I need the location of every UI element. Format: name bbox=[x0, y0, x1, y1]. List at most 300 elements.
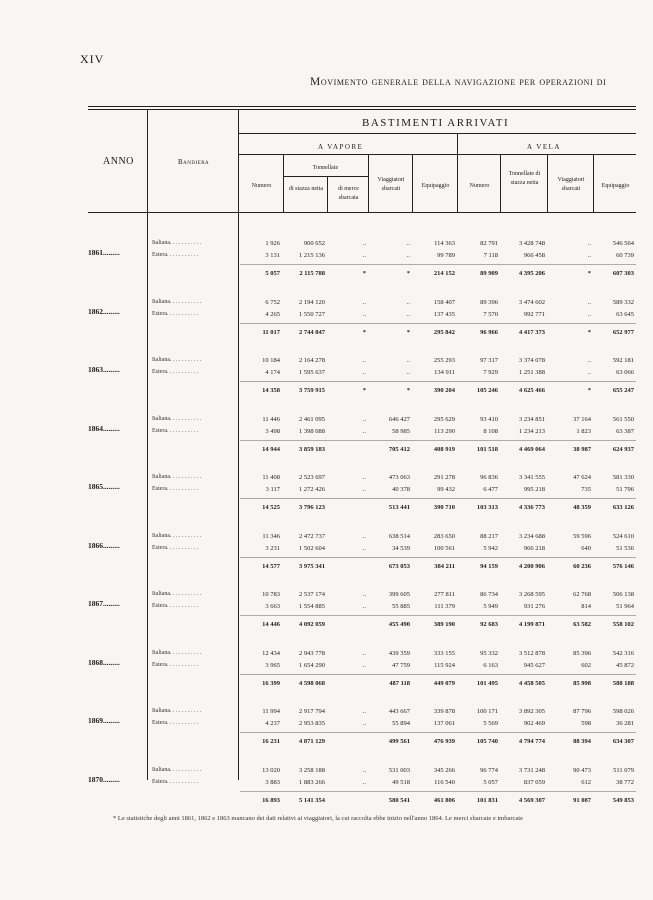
total-cell: 4 871 129 bbox=[299, 738, 325, 745]
header-bandiera: Bandiera bbox=[178, 158, 210, 166]
total-cell: 3 975 341 bbox=[299, 562, 325, 570]
table-cell: 3 512 878 bbox=[519, 649, 545, 657]
flag-label: Italiana. . . . . . . . . . . bbox=[152, 474, 202, 480]
flag-label: Italiana. . . . . . . . . . . bbox=[152, 532, 202, 539]
total-cell: 16 399 bbox=[262, 679, 280, 687]
table-cell: 3 268 595 bbox=[519, 591, 545, 598]
table-cell: 561 550 bbox=[612, 415, 634, 423]
steam-header: A VAPORE bbox=[318, 143, 364, 151]
total-cell: 3 759 915 bbox=[299, 387, 325, 394]
total-cell: 5 141 354 bbox=[299, 796, 325, 804]
table-cell: 93 410 bbox=[480, 415, 498, 423]
table-cell: 295 629 bbox=[433, 415, 455, 423]
table-cell: 3 731 248 bbox=[519, 766, 545, 774]
table-cell: 11 346 bbox=[262, 532, 280, 540]
total-cell: 389 190 bbox=[433, 621, 455, 628]
year-label: 1867......... bbox=[88, 599, 120, 608]
table-cell: 2 461 095 bbox=[299, 415, 325, 423]
total-cell: 580 541 bbox=[388, 796, 410, 804]
table-cell: 1 926 bbox=[265, 240, 280, 247]
table-cell: .. bbox=[362, 415, 366, 423]
flag-label: Italiana. . . . . . . . . . . bbox=[152, 357, 202, 363]
flag-label: Estera. . . . . . . . . . . bbox=[152, 544, 199, 551]
table-cell: 134 911 bbox=[434, 369, 455, 376]
total-cell: 16 231 bbox=[262, 738, 280, 745]
header-numero-vela: Numero bbox=[469, 183, 490, 189]
total-cell: 634 307 bbox=[612, 738, 634, 745]
table-cell: 339 878 bbox=[433, 708, 455, 715]
subtotal-rule bbox=[240, 440, 636, 441]
flag-label: Italiana. . . . . . . . . . . bbox=[152, 240, 202, 246]
total-cell: 101 831 bbox=[476, 796, 498, 804]
total-cell: 487 118 bbox=[389, 679, 410, 687]
table-cell: 1 654 290 bbox=[299, 661, 325, 669]
year-label: 1864......... bbox=[88, 423, 120, 433]
table-cell: .. bbox=[362, 649, 366, 657]
table-cell: 85 396 bbox=[573, 649, 591, 657]
header-equipaggio: Equipaggio bbox=[421, 183, 450, 189]
subtotal-rule bbox=[240, 323, 636, 324]
year-label: 1862......... bbox=[88, 306, 120, 316]
total-cell: 14 446 bbox=[262, 621, 280, 628]
table-cell: 2 472 737 bbox=[299, 532, 325, 540]
table-cell: 3 117 bbox=[265, 486, 280, 493]
table-cell: 2 164 278 bbox=[299, 357, 325, 364]
table-cell: 82 791 bbox=[480, 240, 498, 247]
total-cell: 499 561 bbox=[388, 738, 410, 745]
total-cell: 96 966 bbox=[480, 328, 498, 336]
total-cell: 652 977 bbox=[612, 328, 634, 336]
year-label: 1868......... bbox=[88, 657, 120, 667]
table-cell: .. bbox=[587, 298, 591, 306]
tonnellate-rule bbox=[283, 176, 368, 177]
table-cell: 598 026 bbox=[612, 708, 634, 715]
table-cell: 2 194 120 bbox=[299, 298, 325, 306]
table-cell: 966 218 bbox=[523, 544, 545, 552]
total-cell: 89 909 bbox=[480, 270, 498, 277]
total-cell: 101 495 bbox=[476, 679, 498, 687]
table-cell: 638 514 bbox=[388, 532, 410, 540]
table-cell: 283 650 bbox=[433, 532, 455, 540]
table-cell: 443 667 bbox=[388, 708, 410, 715]
total-cell: 295 842 bbox=[433, 328, 455, 336]
table-cell: .. bbox=[362, 474, 366, 481]
total-cell: 461 806 bbox=[433, 796, 455, 804]
year-label: 1863......... bbox=[88, 365, 120, 374]
table-cell: 13 020 bbox=[262, 766, 280, 774]
table-cell: 473 063 bbox=[388, 474, 410, 481]
table-cell: 59 596 bbox=[573, 532, 591, 540]
header-anno: ANNO bbox=[103, 156, 134, 167]
table-cell: .. bbox=[362, 544, 366, 552]
table-cell: .. bbox=[362, 369, 366, 376]
total-cell: 384 211 bbox=[434, 562, 455, 570]
table-cell: 51 796 bbox=[616, 486, 634, 493]
total-cell: 624 937 bbox=[612, 445, 634, 453]
table-cell: .. bbox=[362, 252, 366, 259]
table-cell: 902 469 bbox=[523, 720, 545, 727]
table-cell: 87 796 bbox=[573, 708, 591, 715]
table-cell: 2 953 835 bbox=[299, 720, 325, 727]
total-cell: 3 796 123 bbox=[299, 504, 325, 511]
table-cell: 3 428 748 bbox=[519, 240, 545, 247]
col-divider bbox=[457, 133, 458, 212]
table-cell: 5 569 bbox=[483, 720, 498, 727]
total-cell: 94 159 bbox=[480, 562, 498, 570]
flag-label: Estera. . . . . . . . . . . bbox=[152, 778, 199, 785]
table-cell: 113 290 bbox=[434, 427, 455, 435]
table-cell: .. bbox=[587, 240, 591, 247]
table-cell: 814 bbox=[581, 603, 591, 610]
total-cell: * bbox=[362, 328, 366, 336]
header-equipaggio-vela: Equipaggio bbox=[601, 183, 630, 189]
total-cell: 85 998 bbox=[573, 679, 591, 687]
total-cell: 455 490 bbox=[388, 621, 410, 628]
table-cell: 1 272 426 bbox=[299, 486, 325, 493]
table-cell: 945 627 bbox=[523, 661, 545, 669]
table-cell: 966 458 bbox=[523, 252, 545, 259]
total-cell: 588 188 bbox=[612, 679, 634, 687]
flag-label: Estera. . . . . . . . . . . bbox=[152, 603, 199, 609]
table-cell: .. bbox=[362, 298, 366, 306]
subtotal-rule bbox=[240, 732, 636, 733]
table-cell: .. bbox=[406, 252, 410, 259]
table-cell: 2 943 778 bbox=[299, 649, 325, 657]
year-label: 1865......... bbox=[88, 482, 120, 491]
subtotal-rule bbox=[240, 615, 636, 616]
total-cell: 390 710 bbox=[433, 504, 455, 511]
table-cell: 137 435 bbox=[433, 310, 455, 318]
total-cell: 63 582 bbox=[573, 621, 591, 628]
total-cell: 214 152 bbox=[433, 270, 455, 277]
total-cell: 705 412 bbox=[388, 445, 410, 453]
table-cell: 11 446 bbox=[262, 415, 280, 423]
flag-label: Italiana. . . . . . . . . . . bbox=[152, 766, 202, 773]
subtotal-rule bbox=[240, 557, 636, 558]
table-cell: 3 234 688 bbox=[519, 532, 545, 540]
table-cell: 542 316 bbox=[612, 649, 634, 657]
table-cell: 2 917 794 bbox=[299, 708, 325, 715]
total-cell: 449 079 bbox=[433, 679, 455, 687]
table-cell: 1 234 213 bbox=[519, 427, 545, 435]
section-title: BASTIMENTI ARRIVATI bbox=[362, 117, 510, 129]
table-cell: .. bbox=[362, 427, 366, 435]
table-cell: .. bbox=[362, 766, 366, 774]
table-cell: 837 059 bbox=[523, 778, 545, 786]
table-cell: 5 057 bbox=[483, 778, 498, 786]
sub-rule bbox=[238, 154, 636, 155]
table-cell: 12 434 bbox=[262, 649, 280, 657]
total-cell: 476 939 bbox=[433, 738, 455, 745]
table-cell: 3 965 bbox=[265, 661, 280, 669]
table-cell: 10 783 bbox=[262, 591, 280, 598]
table-cell: 1 883 266 bbox=[299, 778, 325, 786]
table-cell: 3 883 bbox=[265, 778, 280, 786]
total-cell: 4 395 206 bbox=[519, 270, 545, 277]
total-cell: 101 518 bbox=[476, 445, 498, 453]
col-divider bbox=[593, 154, 594, 212]
table-cell: 4 174 bbox=[265, 369, 280, 376]
table-cell: 11 994 bbox=[262, 708, 280, 715]
col-divider bbox=[238, 110, 239, 780]
year-label: 1861......... bbox=[88, 248, 120, 257]
top-rule-2 bbox=[88, 109, 636, 110]
table-cell: 10 184 bbox=[262, 357, 280, 364]
table-cell: 89 396 bbox=[480, 298, 498, 306]
flag-label: Italiana. . . . . . . . . . . bbox=[152, 298, 202, 305]
table-cell: .. bbox=[406, 310, 410, 318]
table-cell: 3 258 188 bbox=[299, 766, 325, 774]
table-cell: 399 605 bbox=[388, 591, 410, 598]
table-cell: 47 759 bbox=[392, 661, 410, 669]
col-divider bbox=[412, 154, 413, 212]
table-cell: .. bbox=[362, 720, 366, 727]
total-cell: 607 303 bbox=[612, 270, 634, 277]
table-cell: 735 bbox=[581, 486, 591, 493]
table-cell: .. bbox=[362, 240, 366, 247]
table-cell: 95 332 bbox=[480, 649, 498, 657]
table-cell: 612 bbox=[581, 778, 591, 786]
table-cell: 2 537 174 bbox=[299, 591, 325, 598]
table-cell: 1 554 885 bbox=[299, 603, 325, 610]
total-cell: * bbox=[406, 270, 410, 277]
total-cell: * bbox=[587, 328, 591, 336]
flag-label: Italiana. . . . . . . . . . . bbox=[152, 591, 202, 597]
total-cell: 88 394 bbox=[573, 738, 591, 745]
table-cell: 4 237 bbox=[265, 720, 280, 727]
table-cell: .. bbox=[406, 240, 410, 247]
total-cell: 390 204 bbox=[433, 387, 455, 394]
col-divider bbox=[147, 110, 148, 780]
table-cell: 51 964 bbox=[616, 603, 634, 610]
table-cell: 2 523 697 bbox=[299, 474, 325, 481]
table-cell: 7 929 bbox=[483, 369, 498, 376]
table-cell: 100 561 bbox=[433, 544, 455, 552]
table-cell: .. bbox=[362, 591, 366, 598]
col-divider bbox=[368, 154, 369, 212]
total-cell: 14 358 bbox=[262, 387, 280, 394]
flag-label: Estera. . . . . . . . . . . bbox=[152, 310, 199, 317]
subtotal-rule bbox=[240, 264, 636, 265]
table-cell: 111 379 bbox=[434, 603, 455, 610]
subtotal-rule bbox=[240, 791, 636, 792]
table-cell: 3 231 bbox=[265, 544, 280, 552]
table-cell: .. bbox=[362, 661, 366, 669]
total-cell: 408 919 bbox=[433, 445, 455, 453]
total-cell: 633 126 bbox=[612, 504, 634, 511]
total-cell: 105 246 bbox=[476, 387, 498, 394]
top-rule bbox=[88, 106, 636, 107]
table-cell: 3 374 078 bbox=[519, 357, 545, 364]
flag-label: Estera. . . . . . . . . . . bbox=[152, 720, 199, 726]
header-numero: Numero bbox=[251, 183, 272, 189]
table-cell: 137 061 bbox=[433, 720, 455, 727]
table-cell: 11 408 bbox=[262, 474, 280, 481]
total-cell: * bbox=[362, 387, 366, 394]
col-divider bbox=[283, 154, 284, 212]
table-cell: 1 398 088 bbox=[299, 427, 325, 435]
table-cell: 531 003 bbox=[388, 766, 410, 774]
table-cell: .. bbox=[587, 357, 591, 364]
table-cell: 3 341 555 bbox=[519, 474, 545, 481]
table-cell: 345 266 bbox=[433, 766, 455, 774]
total-cell: 4 794 774 bbox=[519, 738, 545, 745]
flag-label: Estera. . . . . . . . . . . bbox=[152, 486, 199, 492]
table-cell: 1 251 388 bbox=[519, 369, 545, 376]
total-cell: * bbox=[406, 328, 410, 336]
table-cell: 34 539 bbox=[392, 544, 410, 552]
total-cell: 60 236 bbox=[573, 562, 591, 570]
table-cell: 3 474 602 bbox=[519, 298, 545, 306]
header-viaggiatori: Viaggiatori sbarcati bbox=[377, 177, 405, 192]
total-cell: 4 569 307 bbox=[519, 796, 545, 804]
total-cell: 105 740 bbox=[476, 738, 498, 745]
table-cell: 58 985 bbox=[392, 427, 410, 435]
table-cell: 47 624 bbox=[573, 474, 591, 481]
table-cell: 1 502 604 bbox=[299, 544, 325, 552]
table-cell: 589 332 bbox=[612, 298, 634, 306]
table-cell: 116 540 bbox=[434, 778, 455, 786]
header-viaggiatori-vela: Viaggiatori sbarcati bbox=[557, 177, 585, 192]
table-cell: 3 131 bbox=[265, 252, 280, 259]
year-label: 1870......... bbox=[88, 774, 120, 784]
total-cell: 673 053 bbox=[388, 562, 410, 570]
col-divider bbox=[327, 176, 328, 212]
table-cell: 598 bbox=[581, 720, 591, 727]
total-cell: 4 598 068 bbox=[299, 679, 325, 687]
total-cell: 92 683 bbox=[480, 621, 498, 628]
table-cell: 524 610 bbox=[612, 532, 634, 540]
table-cell: .. bbox=[406, 369, 410, 376]
table-cell: 640 bbox=[581, 544, 591, 552]
total-cell: 655 247 bbox=[612, 387, 634, 394]
table-cell: 86 734 bbox=[480, 591, 498, 598]
table-cell: .. bbox=[587, 252, 591, 259]
table-cell: 995 218 bbox=[523, 486, 545, 493]
table-cell: 3 234 851 bbox=[519, 415, 545, 423]
table-cell: 602 bbox=[581, 661, 591, 669]
table-cell: 277 811 bbox=[434, 591, 455, 598]
header-stazza-vela: Tonnellate di stazza netta bbox=[508, 171, 541, 186]
total-cell: 4 199 871 bbox=[519, 621, 545, 628]
total-cell: 16 893 bbox=[262, 796, 280, 804]
total-cell: 4 625 466 bbox=[519, 387, 545, 394]
table-cell: 99 432 bbox=[437, 486, 455, 493]
table-cell: 37 164 bbox=[573, 415, 591, 423]
table-cell: 36 281 bbox=[616, 720, 634, 727]
table-cell: 96 774 bbox=[480, 766, 498, 774]
total-cell: 91 087 bbox=[573, 796, 591, 804]
table-cell: 60 739 bbox=[616, 252, 634, 259]
flag-label: Estera. . . . . . . . . . . bbox=[152, 252, 199, 258]
total-cell: 4 417 373 bbox=[519, 328, 545, 336]
table-cell: .. bbox=[362, 486, 366, 493]
table-cell: 45 872 bbox=[616, 661, 634, 669]
table-cell: 63 645 bbox=[616, 310, 634, 318]
table-cell: .. bbox=[587, 310, 591, 318]
table-cell: 646 427 bbox=[388, 415, 410, 423]
table-cell: 900 652 bbox=[303, 240, 325, 247]
flag-label: Estera. . . . . . . . . . . bbox=[152, 369, 199, 375]
table-cell: .. bbox=[362, 357, 366, 364]
total-cell: 38 987 bbox=[573, 445, 591, 453]
table-cell: .. bbox=[362, 603, 366, 610]
table-cell: 1 215 136 bbox=[299, 252, 325, 259]
total-cell: 14 577 bbox=[262, 562, 280, 570]
col-divider bbox=[547, 154, 548, 212]
flag-label: Estera. . . . . . . . . . . bbox=[152, 427, 199, 434]
table-cell: 158 407 bbox=[433, 298, 455, 306]
total-cell: 558 102 bbox=[612, 621, 634, 628]
table-cell: 511 079 bbox=[613, 766, 634, 774]
table-cell: 115 924 bbox=[434, 661, 455, 669]
table-cell: 5 942 bbox=[483, 544, 498, 552]
header-tonnellate: Tonnellate bbox=[312, 165, 339, 171]
year-label: 1869......... bbox=[88, 716, 120, 725]
running-title: Movimento generale della navigazione per operazioni di bbox=[310, 76, 607, 88]
total-cell: 14 525 bbox=[262, 504, 280, 511]
table-cell: 62 768 bbox=[573, 591, 591, 598]
flag-label: Italiana. . . . . . . . . . . bbox=[152, 649, 202, 656]
table-cell: 55 894 bbox=[392, 720, 410, 727]
header-bottom-rule bbox=[88, 212, 636, 213]
table-cell: .. bbox=[362, 708, 366, 715]
total-cell: 4 469 064 bbox=[519, 445, 545, 453]
flag-label: Italiana. . . . . . . . . . . bbox=[152, 415, 202, 422]
table-cell: 99 789 bbox=[437, 252, 455, 259]
total-cell: 2 115 788 bbox=[299, 270, 325, 277]
total-cell: 549 853 bbox=[612, 796, 634, 804]
table-cell: 100 171 bbox=[476, 708, 498, 715]
subtotal-rule bbox=[240, 381, 636, 382]
flag-label: Estera. . . . . . . . . . . bbox=[152, 661, 199, 668]
table-cell: 6 163 bbox=[483, 661, 498, 669]
table-cell: 439 359 bbox=[388, 649, 410, 657]
header-merce-sbarcata: di merce sbarcata bbox=[338, 186, 359, 201]
table-cell: .. bbox=[587, 369, 591, 376]
table-cell: 1 550 727 bbox=[299, 310, 325, 318]
table-cell: .. bbox=[362, 532, 366, 540]
table-cell: 1 823 bbox=[576, 427, 591, 435]
total-cell: 4 336 773 bbox=[519, 504, 545, 511]
header-stazza-netta: di stazza netta bbox=[289, 186, 323, 192]
sail-header: A VELA bbox=[527, 143, 561, 151]
footnote: * Le statistiche degli anni 1861, 1862 e 1863 mancano dei dati relativi ai viaggiatori, la cui raccolta ebbe inizio nell'anno 1864. Le merci sbarcate e imbarcate bbox=[113, 815, 523, 822]
table-cell: 6 477 bbox=[483, 486, 498, 493]
table-cell: 5 949 bbox=[483, 603, 498, 610]
table-cell: 592 181 bbox=[612, 357, 634, 364]
total-cell: 4 092 059 bbox=[299, 621, 325, 628]
total-cell: 48 359 bbox=[573, 504, 591, 511]
year-label: 1866......... bbox=[88, 540, 120, 550]
table-cell: 88 217 bbox=[480, 532, 498, 540]
table-cell: .. bbox=[362, 310, 366, 318]
subtotal-rule bbox=[240, 674, 636, 675]
total-cell: * bbox=[362, 270, 366, 277]
table-cell: 63 066 bbox=[616, 369, 634, 376]
table-cell: 255 293 bbox=[433, 357, 455, 364]
table-cell: 931 276 bbox=[523, 603, 545, 610]
total-cell: 576 146 bbox=[612, 562, 634, 570]
flag-label: Italiana. . . . . . . . . . . bbox=[152, 708, 202, 714]
total-cell: 5 057 bbox=[265, 270, 280, 277]
total-cell: 103 313 bbox=[476, 504, 498, 511]
table-cell: 1 595 637 bbox=[299, 369, 325, 376]
table-cell: 3 892 305 bbox=[519, 708, 545, 715]
table-cell: 3 663 bbox=[265, 603, 280, 610]
table-cell: 7 118 bbox=[483, 252, 498, 259]
total-cell: 3 859 183 bbox=[299, 445, 325, 453]
